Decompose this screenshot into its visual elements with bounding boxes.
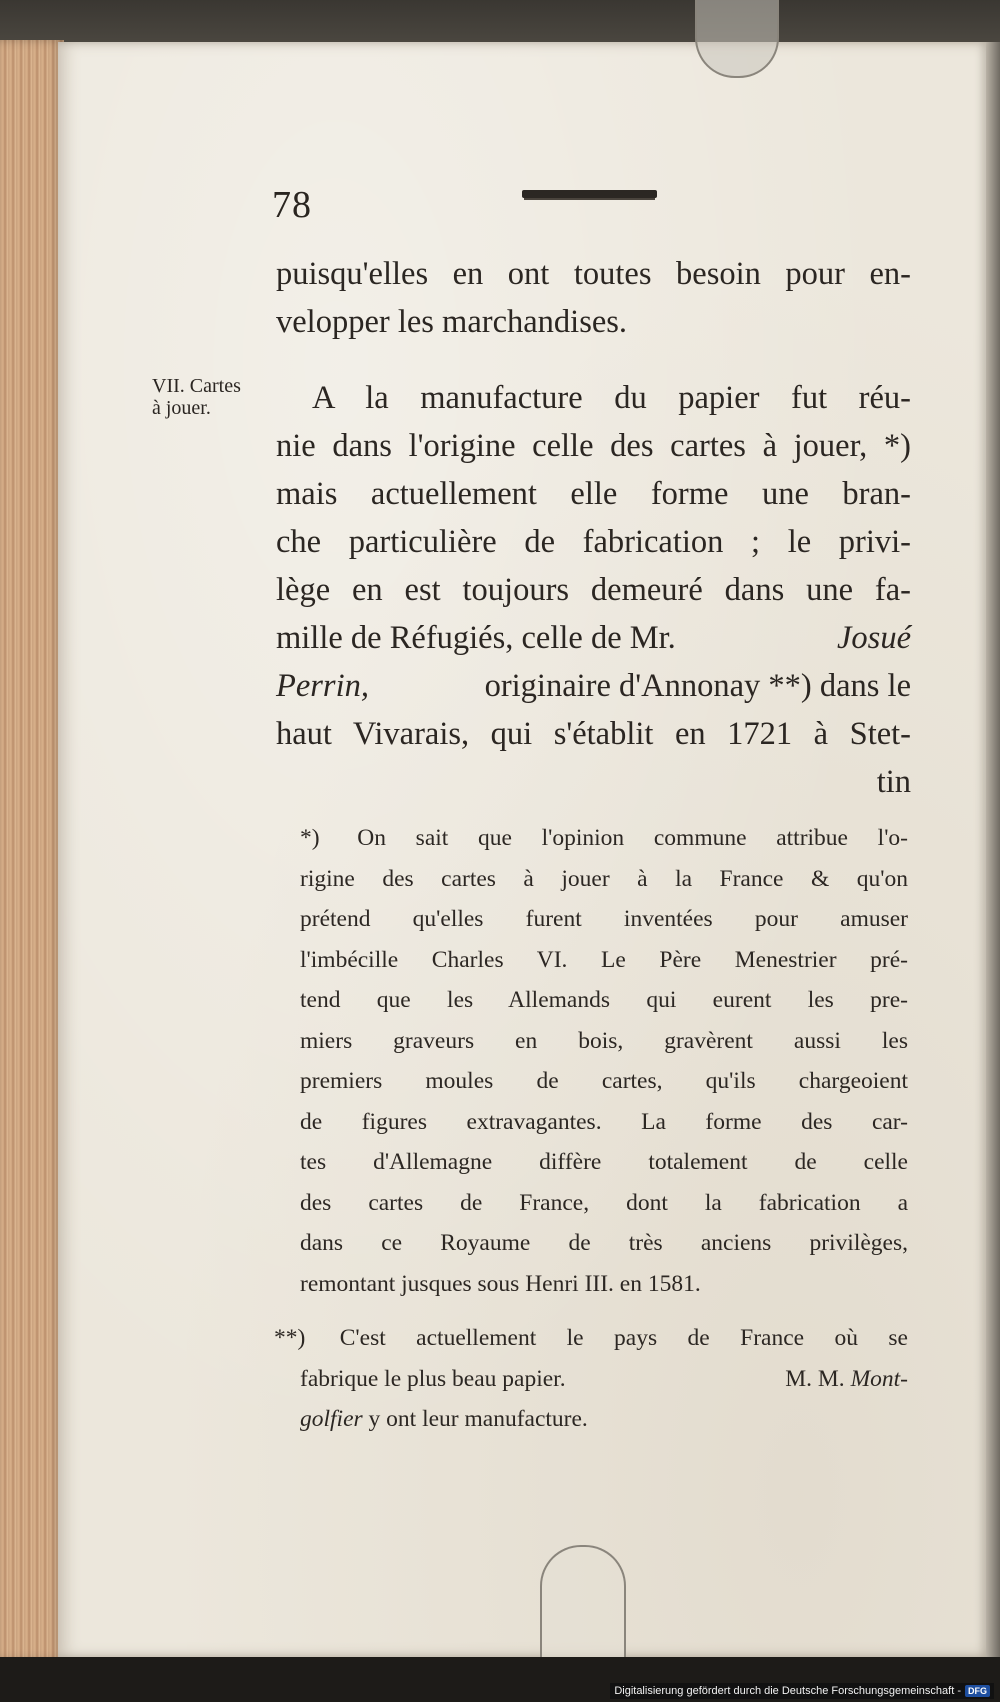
footnote-line: premiers moules de cartes, qu'ils chargeoient (300, 1068, 908, 1094)
text-line: puisqu'elles en ont toutes besoin pour en- (276, 256, 911, 292)
name-italic: Mont- (850, 1365, 908, 1392)
text-line: velopper les marchandises. (276, 304, 628, 340)
footnote-mark: **) (274, 1325, 306, 1351)
text-segment: mille de Réfugiés, celle de Mr. (276, 620, 676, 656)
footnote-1 (300, 818, 908, 1304)
text-line: mais actuellement elle forme une bran- (276, 476, 911, 512)
text-line (276, 662, 911, 710)
footnote-line: l'imbécille Charles VI. Le Père Menestrier pré- (300, 946, 908, 973)
footnotes (274, 818, 909, 1440)
footnote-line (300, 818, 908, 859)
margin-note-line: à jouer. (152, 397, 211, 419)
footnote-text: On sait que l'opinion commune attribue l'o- (357, 825, 909, 851)
footnote-text: y ont leur manufacture. (368, 1406, 588, 1432)
scanner-clip-bottom (540, 1545, 626, 1667)
text-line: A la manufacture du papier fut réu- (312, 380, 911, 416)
footnote-line: rigine des cartes à jouer à la France & qu'on (300, 865, 908, 892)
main-text (276, 250, 911, 806)
text-line (276, 614, 911, 662)
footnote-line: dans ce Royaume de très anciens privilèges, (300, 1230, 908, 1256)
footnote-line: des cartes de France, dont la fabrication a (300, 1189, 908, 1216)
footnote-text: fabrique le plus beau papier. (300, 1365, 566, 1392)
footnote-line: de figures extravagantes. La forme des car- (300, 1108, 908, 1135)
dfg-logo: DFG (965, 1685, 990, 1697)
header-ornament-rule (522, 190, 657, 198)
page-shadow-edge (986, 42, 1000, 1657)
catchword: tin (876, 764, 911, 800)
text-line: lège en est toujours demeuré dans une fa- (276, 572, 911, 608)
digitization-credit (610, 1683, 994, 1699)
text-line: nie dans l'origine celle des cartes à jouer, *) (276, 428, 911, 464)
scanner-clip-top (695, 0, 779, 78)
footnote-text: M. M. (785, 1365, 845, 1392)
text-segment: originaire d'Annonay **) dans le (484, 668, 911, 704)
credit-text: Digitalisierung gefördert durch die Deutsche Forschungsgemeinschaft - (614, 1685, 961, 1697)
scan-background-top (0, 0, 1000, 42)
name-italic: Josué (837, 620, 911, 656)
page-number: 78 (272, 184, 312, 226)
footnote-2 (274, 1318, 908, 1440)
margin-note (152, 375, 272, 419)
footnote-text: C'est actuellement le pays de France où se (339, 1325, 908, 1351)
footnote-line: remontant jusques sous Henri III. en 1581. (300, 1270, 701, 1297)
footnote-mark: *) (300, 825, 320, 851)
footnote-line: miers graveurs en bois, gravèrent aussi les (300, 1027, 908, 1054)
margin-note-line: VII. Cartes (152, 375, 241, 397)
footnote-line: tend que les Allemands qui eurent les pre- (300, 987, 908, 1013)
footnote-line (300, 1359, 908, 1400)
footnote-line: prétend qu'elles furent inventées pour amuser (300, 906, 908, 932)
text-line: haut Vivarais, qui s'établit en 1721 à Stet- (276, 716, 911, 752)
name-italic: golfier (300, 1406, 363, 1432)
name-italic: Perrin, (276, 668, 369, 704)
footnote-line (274, 1318, 908, 1359)
text-line: che particulière de fabrication ; le privi- (276, 524, 911, 560)
footnote-line (300, 1399, 908, 1440)
book-page-edges (0, 40, 64, 1660)
footnote-line: tes d'Allemagne diffère totalement de celle (300, 1149, 908, 1175)
